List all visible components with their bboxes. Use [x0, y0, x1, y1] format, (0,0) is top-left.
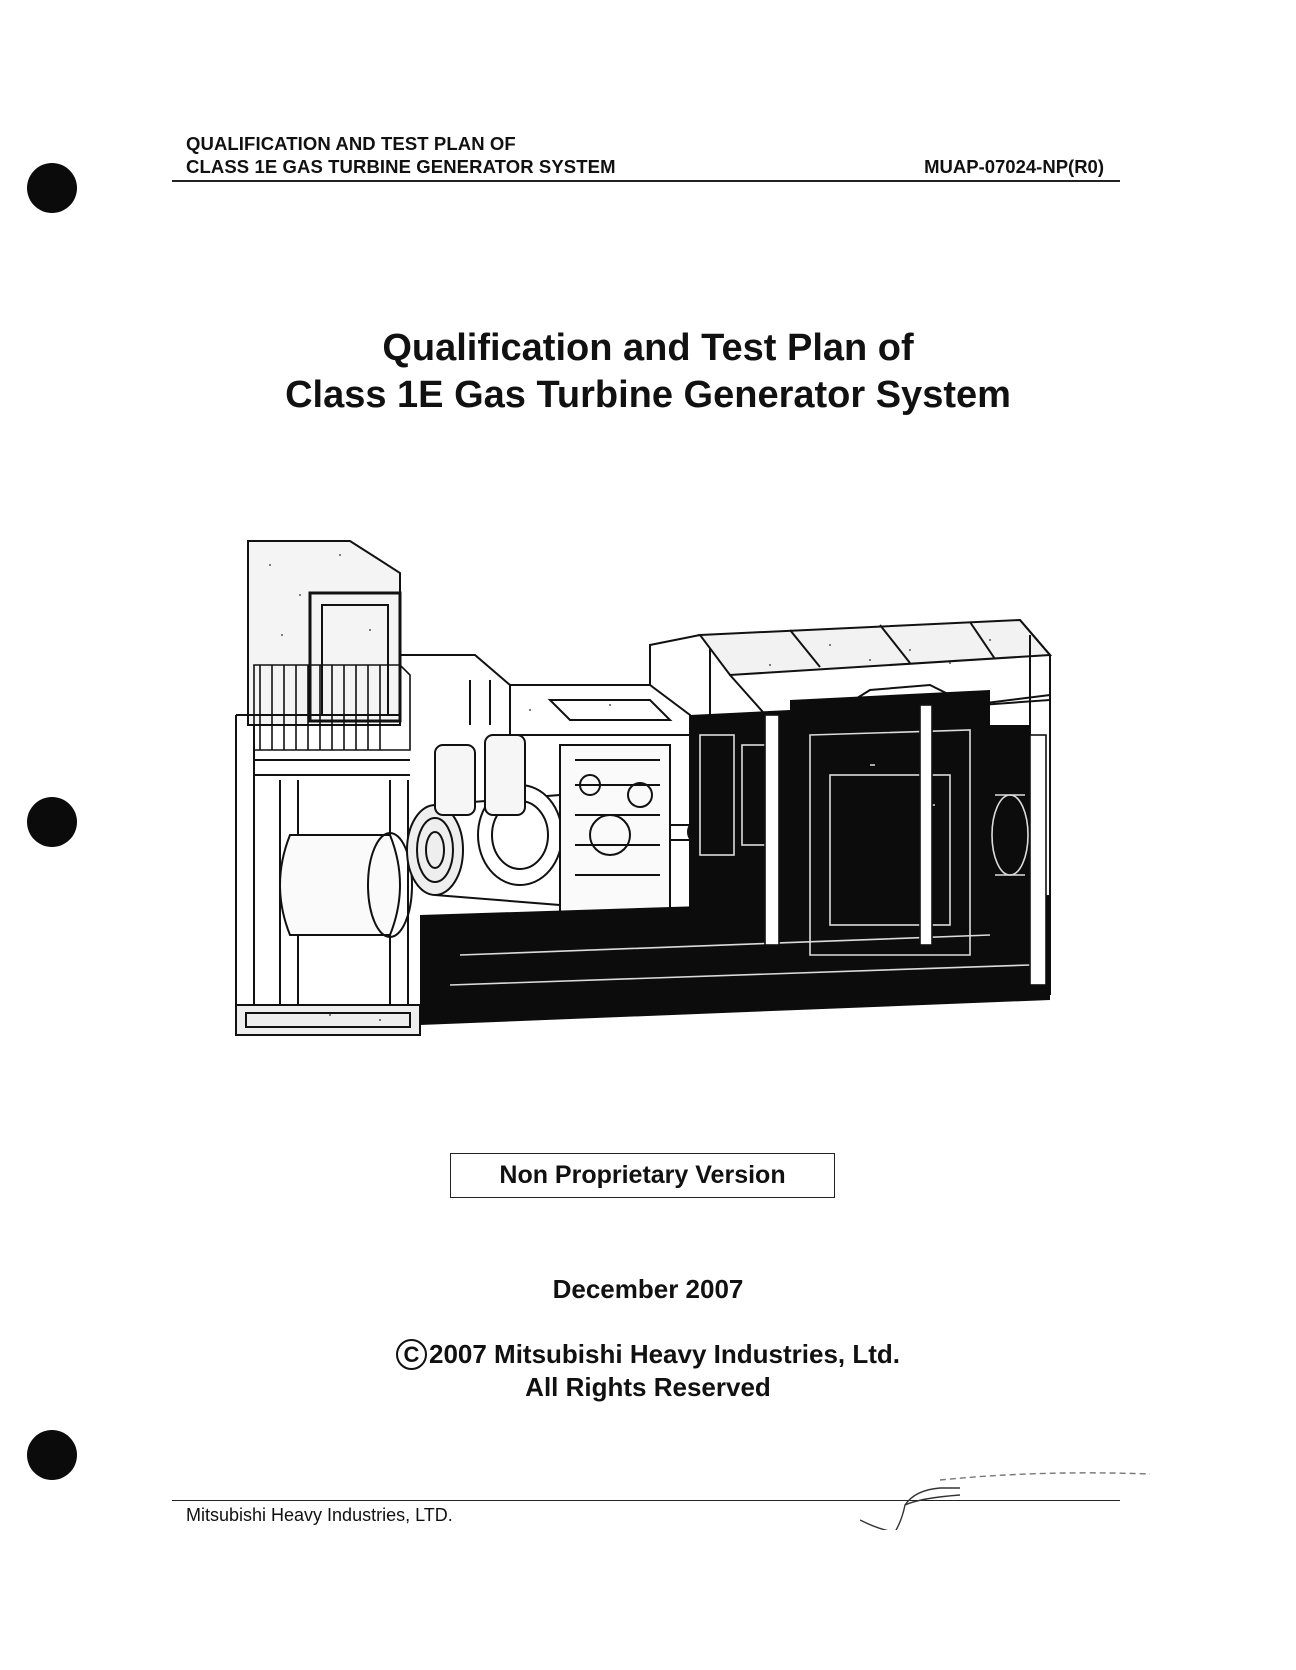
binder-hole-middle	[27, 797, 77, 847]
copyright-text: 2007 Mitsubishi Heavy Industries, Ltd.	[428, 1339, 901, 1369]
copyright-icon: C	[396, 1339, 427, 1370]
header-rule	[172, 180, 1120, 182]
signature-mark-icon	[860, 1460, 1150, 1530]
header-title-line-1: QUALIFICATION AND TEST PLAN OF	[186, 133, 516, 154]
header-title-line-2: CLASS 1E GAS TURBINE GENERATOR SYSTEM	[186, 156, 616, 177]
footer-company: Mitsubishi Heavy Industries, LTD.	[186, 1505, 453, 1525]
document-title-line-2: Class 1E Gas Turbine Generator System	[285, 374, 1011, 416]
version-stamp-label: Non Proprietary Version	[499, 1161, 786, 1189]
copyright-notice	[0, 1337, 1296, 1404]
publication-date: December 2007	[552, 1274, 744, 1304]
gas-turbine-generator-package-drawing	[230, 535, 1130, 1065]
document-title-line-1: Qualification and Test Plan of	[382, 327, 914, 369]
running-header	[186, 132, 616, 178]
copyright-line-2: All Rights Reserved	[525, 1372, 771, 1402]
document-title	[0, 325, 1296, 419]
document-number: MUAP-07024-NP(R0)	[924, 156, 1104, 177]
copyright-line-1	[396, 1338, 900, 1371]
binder-hole-top	[27, 163, 77, 213]
version-stamp	[450, 1153, 835, 1198]
binder-hole-bottom	[27, 1430, 77, 1480]
